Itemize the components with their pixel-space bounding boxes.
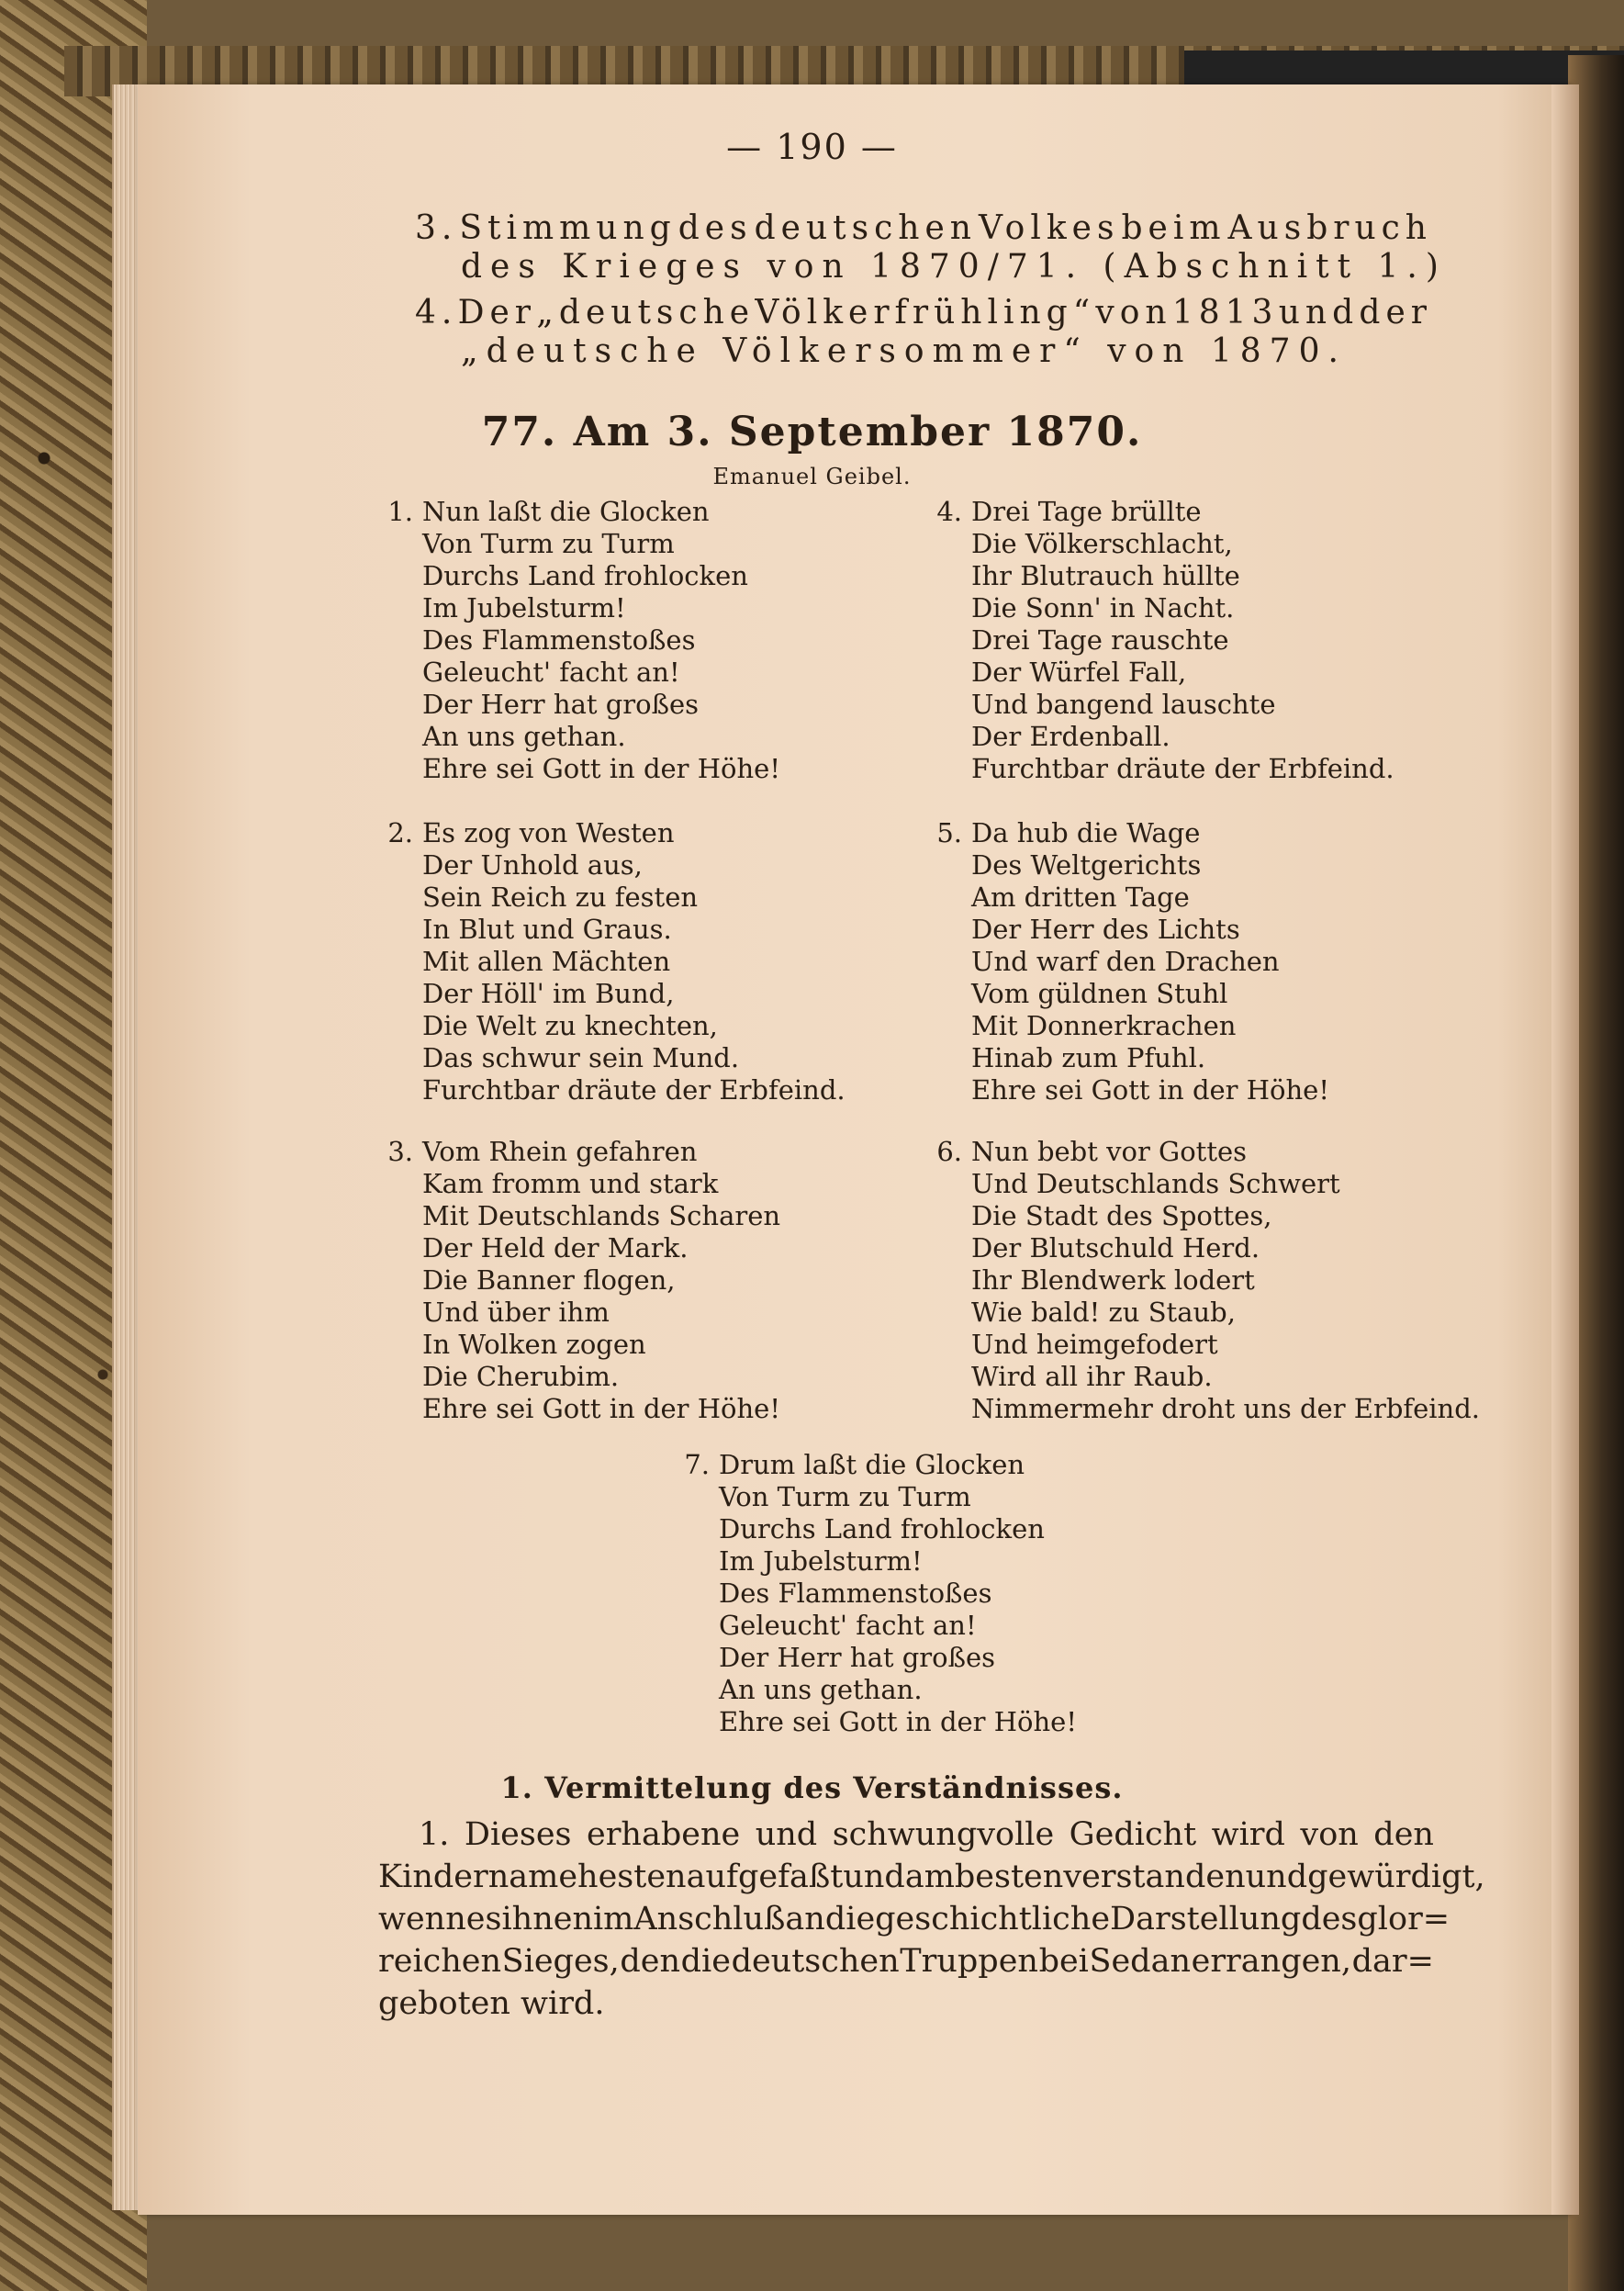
poem-line: Von Turm zu Turm [719,1481,971,1512]
poem-line: Die Cherubim. [422,1361,620,1392]
poem-line: Die Banner flogen, [422,1264,676,1296]
stanza-number: 4. [936,496,962,527]
word: geschichtliche [875,1901,1111,1937]
poem-line: Wird all ihr Raub. [971,1361,1213,1392]
poem-line: Drei Tage rauschte [971,624,1229,656]
poem-line: In Wolken zogen [422,1329,646,1360]
word: glor= [1357,1901,1450,1937]
word: den [1373,1816,1434,1853]
poem-line: Am dritten Tage [971,882,1190,913]
word: ihnen [501,1901,593,1937]
word: besten [954,1859,1064,1895]
word: dar= [1351,1943,1434,1980]
poem-line: Der Herr hat großes [422,689,700,720]
topic-3-line2: des Krieges von 1870/71. (Abschnitt 1.) [461,248,1447,286]
word: die [824,1901,876,1937]
word: an [785,1901,825,1937]
poem-line: Das schwur sein Mund. [422,1042,740,1073]
stanza-number: 5. [936,817,962,848]
poem-line: Mit Donnerkrachen [971,1010,1237,1041]
stanza-number: 7. [684,1449,710,1480]
stanza-number: 6. [936,1136,962,1167]
word: von [1095,294,1172,331]
word: es [465,1901,502,1937]
poem-line: Geleucht' facht an! [719,1610,977,1641]
poem-line: Der Herr hat großes [719,1642,996,1673]
poem-line: Nun laßt die Glocken [422,496,710,527]
poem-line: Furchtbar dräute der Erbfeind. [971,753,1394,784]
poem-line: Der Blutschuld Herd. [971,1232,1260,1263]
poem-line: An uns gethan. [719,1674,923,1705]
word: von [1300,1816,1359,1853]
word: deutschen [731,1943,900,1980]
word: und [1278,294,1360,331]
poem-line: Die Welt zu knechten, [422,1010,718,1041]
word: und [755,1816,818,1853]
word: bei [1038,1943,1089,1980]
word: 4. [415,294,458,331]
poem-line: Drum laßt die Glocken [719,1449,1025,1480]
word: des [1301,1901,1358,1937]
word: aufgefaßt [686,1859,844,1895]
word: am [509,1859,559,1895]
word: Sedan [1089,1943,1191,1980]
poem-title: 77. Am 3. September 1870. [481,409,1143,455]
poem-line: Und bangend lauschte [971,689,1276,720]
poem-line: Wie bald! zu Staub, [971,1297,1236,1328]
word: „deutsche [536,294,756,331]
poem-line: Die Sonn' in Nacht. [971,592,1235,623]
topic-3-line1 [415,209,1432,247]
poem-line: Durchs Land frohlocken [422,560,748,591]
poem-line: Sein Reich zu festen [422,882,699,913]
word: erhabene [586,1816,741,1853]
stanza-number: 1. [387,496,413,527]
poem-line: Ehre sei Gott in der Höhe! [422,753,780,784]
word: 1813 [1171,294,1279,331]
poem-line: Nun bebt vor Gottes [971,1136,1248,1167]
word: im [592,1901,634,1937]
word: Gedicht [1069,1816,1197,1853]
poem-line: Ihr Blutrauch hüllte [971,560,1240,591]
word: wird [1211,1816,1285,1853]
word: Darstellung [1110,1901,1302,1937]
word: Dieses [464,1816,572,1853]
page-gutter [1551,84,1579,2215]
paragraph-line: geboten wird. [378,1985,605,2022]
topic-4-line1 [415,294,1432,331]
word: 3. [415,209,458,247]
poem-line: Und warf den Drachen [971,946,1280,977]
word: gewürdigt, [1307,1859,1485,1895]
poem-line: Im Jubelsturm! [719,1545,923,1577]
word: Kindern [378,1859,510,1895]
word: Sieges, [501,1943,620,1980]
stanza-lines [422,496,780,785]
poem-line: Des Weltgerichts [971,849,1202,881]
word: Volkes [978,209,1120,247]
word: errangen, [1191,1943,1351,1980]
stanza-lines [971,1136,1480,1425]
section-heading: 1. Vermittelung des Verständnisses. [500,1770,1124,1805]
paragraph-line [378,1814,1434,1856]
poem-line: Der Held der Mark. [422,1232,689,1263]
word: und [843,1859,905,1895]
poem-line: Im Jubelsturm! [422,592,626,623]
word: reichen [378,1943,502,1980]
poem-line: Der Unhold aus, [422,849,643,881]
poem-line: Und Deutschlands Schwert [971,1168,1340,1199]
poem-line: Ihr Blendwerk lodert [971,1264,1255,1296]
poem-line: Mit allen Mächten [422,946,671,977]
poem-line: Ehre sei Gott in der Höhe! [971,1074,1329,1106]
stanza-lines [971,817,1329,1106]
poem-line: Hinab zum Pfuhl. [971,1042,1206,1073]
word: Völkerfrühling“ [755,294,1096,331]
paragraph-line [378,1898,1450,1940]
poem-line: Drei Tage brüllte [971,496,1202,527]
poem-line: Und heimgefodert [971,1329,1218,1360]
word: wenn [378,1901,466,1937]
topic-4-line2: „deutsche Völkersommer“ von 1870. [461,332,1347,370]
paragraph-line [378,1856,1485,1898]
poem-line: In Blut und Graus. [422,914,672,945]
word: am [904,1859,955,1895]
stanza-lines [422,1136,780,1425]
stanza-number: 3. [387,1136,413,1167]
poem-line: Die Völkerschlacht, [971,528,1233,559]
poem-line: Vom Rhein gefahren [422,1136,698,1167]
stanza-number: 2. [387,817,413,848]
word: deutschen [754,209,977,247]
word: der [1359,294,1432,331]
cover-corner [1184,51,1624,87]
stanza-lines [971,496,1394,785]
poem-line: Da hub die Wage [971,817,1201,848]
poem-line: Kam fromm und stark [422,1168,719,1199]
poem-line: Und über ihm [422,1297,610,1328]
poem-line: Ehre sei Gott in der Höhe! [422,1393,780,1424]
paragraph-line [378,1940,1434,1982]
poem-line: Der Würfel Fall, [971,657,1187,688]
word: Anschluß [633,1901,786,1937]
stanza-lines [719,1449,1077,1738]
word: Der [457,294,537,331]
word: und [1245,1859,1308,1895]
poem-line: Mit Deutschlands Scharen [422,1200,781,1231]
word: den [620,1943,681,1980]
word: schwungvolle [832,1816,1055,1853]
poem-line: Durchs Land frohlocken [719,1513,1045,1544]
word: die [680,1943,731,1980]
word: beim [1121,209,1226,247]
poem-line: Ehre sei Gott in der Höhe! [719,1706,1077,1737]
word: verstanden [1063,1859,1246,1895]
paragraph [378,1814,1485,2025]
word: Ausbruch [1227,209,1432,247]
poem-line: An uns gethan. [422,721,626,752]
word: Truppen [900,1943,1038,1980]
word: ehesten [558,1859,687,1895]
poem-line: Des Flammenstoßes [719,1578,992,1609]
poem-line: Der Herr des Lichts [971,914,1240,945]
poem-line: Von Turm zu Turm [422,528,675,559]
poem-line: Es zog von Westen [422,817,675,848]
word: 1. [419,1816,450,1853]
word: des [678,209,753,247]
poem-line: Des Flammenstoßes [422,624,696,656]
page-number: — 190 — [726,127,898,167]
poem-line: Die Stadt des Spottes, [971,1200,1272,1231]
poem-author: Emanuel Geibel. [712,464,912,489]
poem-line: Nimmermehr droht uns der Erbfeind. [971,1393,1481,1424]
poem-line: Der Höll' im Bund, [422,978,675,1009]
poem-line: Der Erdenball. [971,721,1170,752]
poem-line: Furchtbar dräute der Erbfeind. [422,1074,846,1106]
word: Stimmung [459,209,677,247]
poem-line: Vom güldnen Stuhl [971,978,1228,1009]
poem-line: Geleucht' facht an! [422,657,680,688]
stanza-lines [422,817,846,1106]
